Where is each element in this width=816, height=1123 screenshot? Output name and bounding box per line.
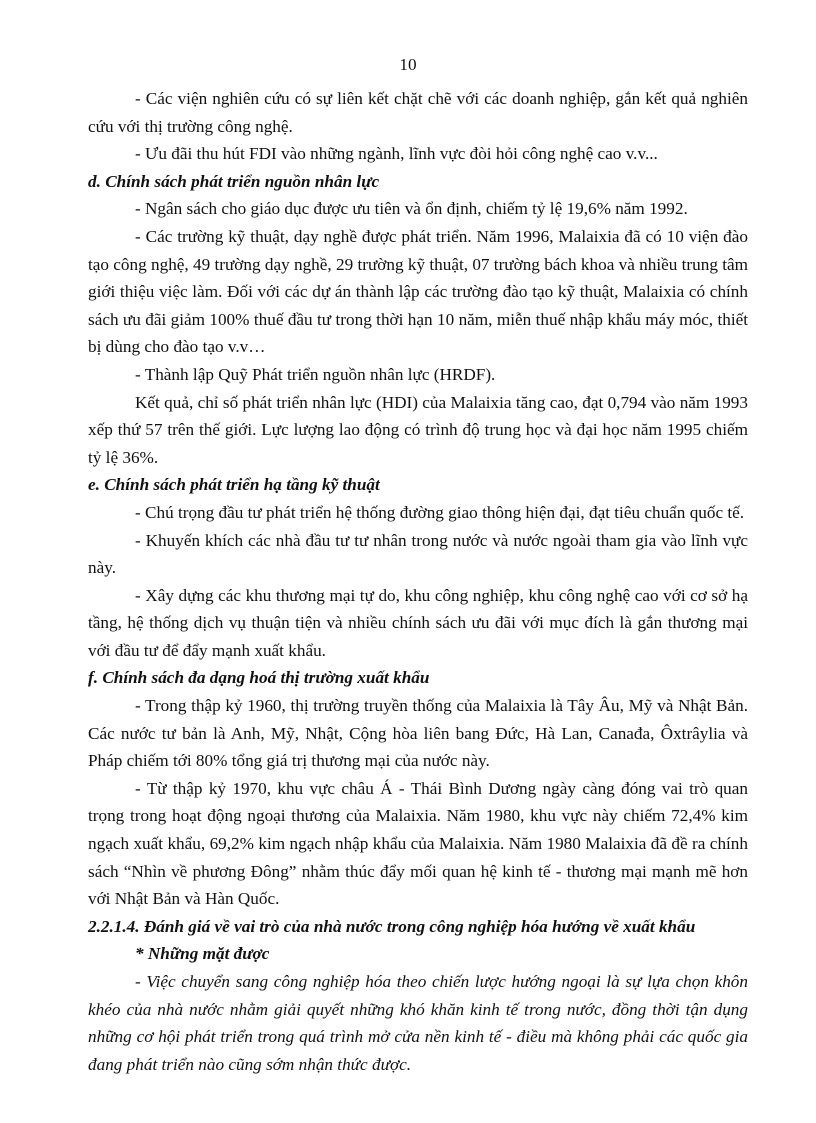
italic-paragraph: - Việc chuyển sang công nghiệp hóa theo chiến lược hướng ngoại là sự lựa chọn khôn khéo của nhà nước nhằm giải quyết những khó khăn kinh tế trong nước, đồng thời tận dụng những cơ hội phát triển trong quá trình mở cửa nền kinh tế - điều mà không phải các quốc gia đang phát triển nào cũng sớm nhận thức được. <box>88 972 748 1074</box>
paragraph: - Xây dựng các khu thương mại tự do, khu công nghiệp, khu công nghệ cao với cơ sở hạ tầng, hệ thống dịch vụ thuận tiện và nhiều chính sách ưu đãi với mục đích là gắn thương mại với đầu tư để đẩy mạnh xuất khẩu. <box>88 585 748 660</box>
paragraph: - Các viện nghiên cứu có sự liên kết chặt chẽ với các doanh nghiệp, gắn kết quả nghiên cứu với thị trường công nghệ. <box>88 89 748 136</box>
page-number: 10 <box>399 55 417 74</box>
paragraph: - Khuyến khích các nhà đầu tư tư nhân trong nước và nước ngoài tham gia vào lĩnh vực này. <box>88 530 748 578</box>
section-heading: f. Chính sách đa dạng hoá thị trường xuất khẩu <box>88 668 430 688</box>
paragraph: - Ngân sách cho giáo dục được ưu tiên và ổn định, chiếm tỷ lệ 19,6% năm 1992. <box>135 199 688 219</box>
paragraph: - Ưu đãi thu hút FDI vào những ngành, lĩnh vực đòi hỏi công nghệ cao v.v... <box>135 144 658 164</box>
paragraph: - Thành lập Quỹ Phát triển nguồn nhân lực (HRDF). <box>135 364 496 384</box>
paragraph: - Chú trọng đầu tư phát triển hệ thống đường giao thông hiện đại, đạt tiêu chuẩn quốc tế. <box>135 502 745 522</box>
paragraph: - Từ thập kỷ 1970, khu vực châu Á - Thái Bình Dương ngày càng đóng vai trò quan trọng trong hoạt động ngoại thương của Malaixia. Năm 1980, khu vực này chiếm 72,4% kim ngạch xuất khẩu, 69,2% kim ngạch nhập khẩu của Malaixia. Năm 1980 Malaixia đã đề ra chính sách “Nhìn về phương Đông” nhằm thúc đẩy mối quan hệ kinh tế - thương mại mạnh mẽ hơn với Nhật Bản và Hàn Quốc. <box>88 778 748 909</box>
paragraph: Kết quả, chỉ số phát triển nhân lực (HDI) của Malaixia tăng cao, đạt 0,794 vào năm 1993 xếp thứ 57 trên thế giới. Lực lượng lao động có trình độ trung học và đại học năm 1995 chiếm tỷ lệ 36%. <box>88 392 748 467</box>
document-body <box>88 85 748 1078</box>
section-heading: 2.2.1.4. Đánh giá về vai trò của nhà nước trong công nghiệp hóa hướng về xuất khẩu <box>88 916 696 936</box>
section-heading: e. Chính sách phát triển hạ tầng kỹ thuật <box>88 475 380 495</box>
section-heading: d. Chính sách phát triển nguồn nhân lực <box>88 171 380 191</box>
paragraph: - Các trường kỹ thuật, dạy nghề được phát triển. Năm 1996, Malaixia đã có 10 viện đào tạo công nghệ, 49 trường dạy nghề, 29 trường kỹ thuật, 07 trường bách khoa và nhiều trung tâm giới thiệu việc làm. Đối với các dự án thành lập các trường đào tạo kỹ thuật, Malaixia có chính sách ưu đãi giảm 100% thuế đầu tư trong thời hạn 10 năm, miễn thuế nhập khẩu máy móc, thiết bị dùng cho đào tạo v.v… <box>88 226 748 357</box>
subsection-heading: * Những mặt được <box>135 944 270 964</box>
paragraph: - Trong thập kỷ 1960, thị trường truyền thống của Malaixia là Tây Âu, Mỹ và Nhật Bản. Các nước tư bản là Anh, Mỹ, Nhật, Cộng hòa liên bang Đức, Hà Lan, Canađa, Ôxtrâylia và Pháp chiếm tới 80% tổng giá trị thương mại của nước này. <box>88 696 748 771</box>
